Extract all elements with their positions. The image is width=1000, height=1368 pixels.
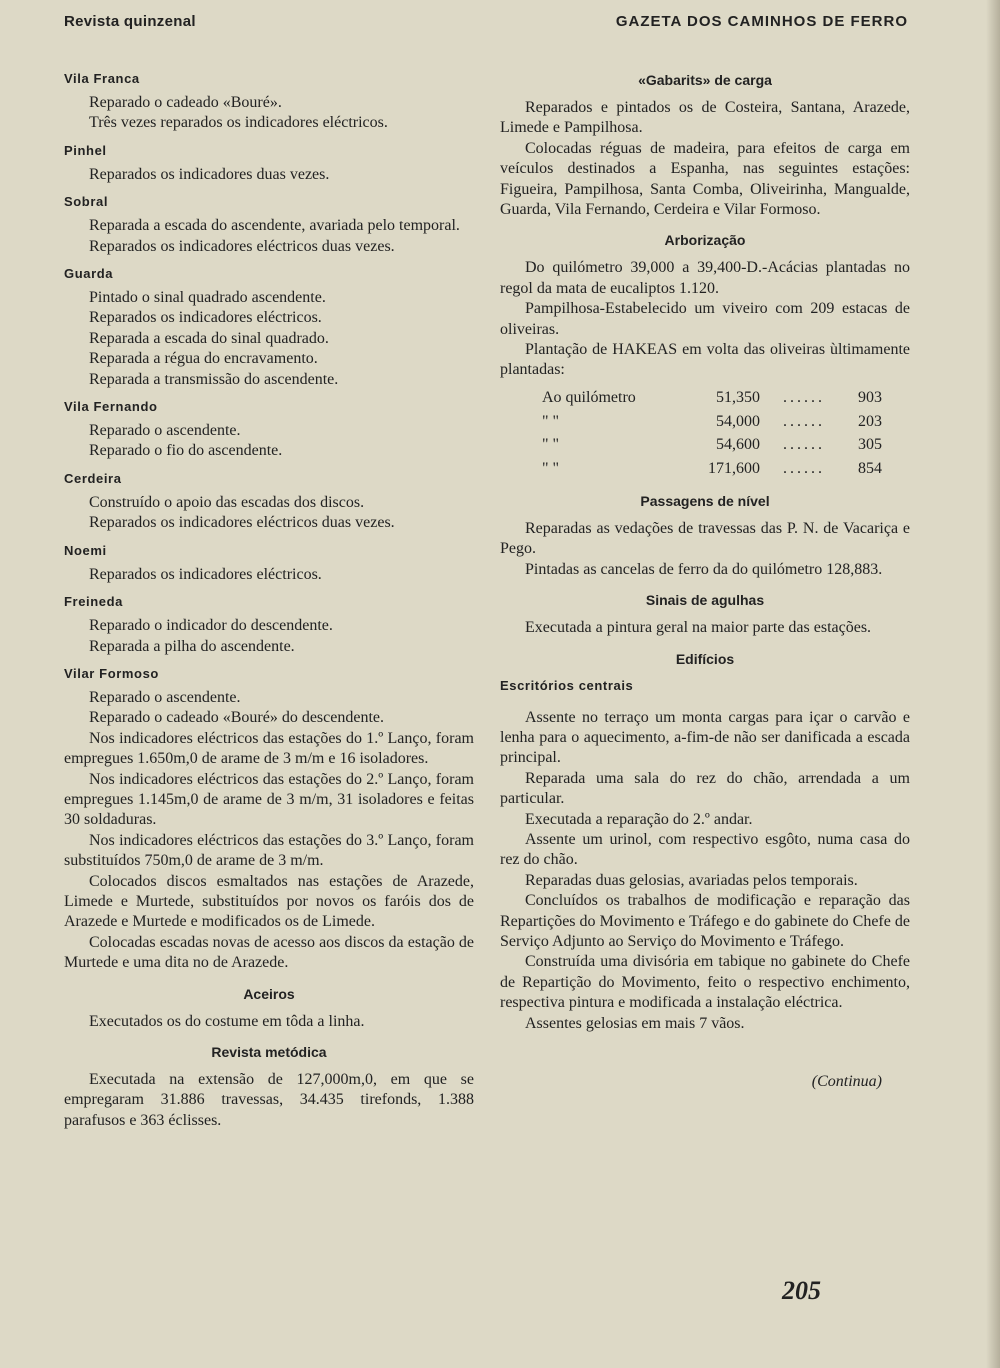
- paragraph: Colocadas réguas de madeira, para efeitos de carga em veículos destinados a Espanha, nas seguintes estações: Figueira, Pampilhosa, Santa Comba, Oliveirinha, Mangualde, Guarda, Vila Fernando, Cerdeira e Vilar Formoso.: [500, 139, 910, 219]
- table-row: [500, 434, 910, 458]
- table-km: 171,600: [708, 459, 760, 477]
- section-title: Freineda: [64, 594, 123, 610]
- section-title: Cerdeira: [64, 470, 122, 486]
- paragraph: Assente no terraço um monta cargas para içar o carvão e lenha para o aquecimento, a-fim-de não ser danificada a escada principal.: [500, 708, 910, 767]
- left-column: [64, 70, 474, 1131]
- table-value: 854: [858, 459, 882, 477]
- paragraph: Reparada a escada do ascendente, avariada pelo temporal.: [89, 217, 460, 235]
- paragraph: Reparado o cadeado «Bouré».: [89, 94, 282, 111]
- table-leader-dots: ......: [783, 436, 825, 454]
- subsection-title: Escritórios centrais: [500, 677, 634, 693]
- section-heading-sinais: Sinais de agulhas: [645, 592, 765, 609]
- paragraph: Construído o apoio das escadas dos discos.: [89, 493, 365, 511]
- table-leader-dots: ......: [783, 412, 825, 430]
- section-title: Vila Franca: [64, 71, 140, 86]
- paragraph: Executada a reparação do 2.º andar.: [525, 810, 753, 828]
- table-value: 203: [858, 412, 882, 430]
- section-heading-gabarits: «Gabarits» de carga: [638, 72, 772, 88]
- paragraph: Reparadas duas gelosias, avariadas pelos temporais.: [525, 871, 858, 889]
- paragraph: Colocados discos esmaltados nas estações de Arazede, Limede e Murtede, substituídos por novos os faróis dos de Arazede e Murtede e modificados os de Limede.: [64, 872, 474, 931]
- section-title: Guarda: [64, 266, 114, 282]
- paragraph: Reparada a pilha do ascendente.: [89, 637, 295, 655]
- paragraph: Pintado o sinal quadrado ascendente.: [89, 289, 326, 307]
- section-heading-arborizacao: Arborização: [664, 232, 746, 249]
- page-number: 205: [782, 1276, 821, 1305]
- paragraph: Reparadas as vedações de travessas das P. N. de Vacariça e Pego.: [500, 519, 910, 558]
- table-label: Ao quilómetro: [542, 389, 636, 407]
- paragraph: Executados os do costume em tôda a linha.: [89, 1012, 365, 1030]
- table-row: [500, 387, 910, 411]
- paragraph: Nos indicadores eléctricos das estações do 1.º Lanço, foram empregues 1.650m,0 de arame de 3 m/m e 16 isoladores.: [64, 729, 474, 768]
- hakeas-table: [500, 387, 910, 481]
- paragraph: Reparados os indicadores eléctricos duas vezes.: [89, 514, 395, 532]
- table-value: 305: [858, 436, 882, 454]
- table-label: " ": [542, 412, 560, 430]
- section-title: Vilar Formoso: [64, 665, 159, 681]
- section-heading-passagens: Passagens de nível: [640, 492, 770, 509]
- paragraph: Nos indicadores eléctricos das estações do 2.º Lanço, foram empregues 1.145m,0 de arame de 3 m/m, 31 isoladores e feitas 30 soldaduras.: [64, 770, 474, 829]
- paragraph: Reparados os indicadores eléctricos.: [89, 309, 322, 327]
- table-km: 54,000: [716, 412, 760, 430]
- section-heading-edificios: Edifícios: [675, 650, 735, 667]
- paragraph: Assente um urinol, com respectivo esgôto, numa casa do rez do chão.: [500, 830, 910, 869]
- table-km: 54,600: [716, 436, 760, 454]
- paragraph: Do quilómetro 39,000 a 39,400-D.-Acácias plantadas no regol da mata de eucaliptos 1.120.: [500, 259, 910, 297]
- paragraph: Pampilhosa-Estabelecido um viveiro com 209 estacas de oliveiras.: [500, 300, 910, 338]
- paragraph: Construída uma divisória em tabique no gabinete do Chefe de Repartição do Movimento, feito o respectivo enchimento, respectiva pintura e modificada a instalação eléctrica.: [500, 953, 910, 1012]
- paragraph: Reparado o ascendente.: [89, 422, 241, 440]
- paragraph: Reparados e pintados os de Costeira, Santana, Arazede, Limede e Pampilhosa.: [500, 99, 910, 137]
- paragraph: Reparado o indicador do descendente.: [89, 617, 333, 635]
- paragraph: Colocadas escadas novas de acesso aos discos da estação de Murtede e uma dita no de Arazede.: [64, 933, 474, 972]
- table-row: [500, 457, 910, 481]
- paragraph: Reparado o ascendente.: [89, 688, 241, 706]
- paragraph: Reparada uma sala do rez do chão, arrendada a um particular.: [500, 769, 910, 808]
- continued-note: (Continua): [811, 1073, 882, 1090]
- table-km: 51,350: [716, 389, 760, 407]
- paragraph: Reparada a escada do sinal quadrado.: [89, 329, 329, 347]
- spacer: [500, 700, 910, 708]
- paragraph: Executada na extensão de 127,000m,0, em que se empregaram 31.886 travessas, 34.435 tirefonds, 1.388 parafusos e 363 éclisses.: [64, 1071, 474, 1129]
- table-value: 903: [858, 389, 882, 407]
- section-title: Vila Fernando: [64, 399, 158, 415]
- table-leader-dots: ......: [783, 459, 825, 477]
- paragraph: Reparado o cadeado «Bouré» do descendente.: [89, 709, 384, 727]
- section-title: Pinhel: [64, 142, 107, 158]
- section-title: Sobral: [64, 194, 109, 210]
- paragraph: Reparado o fio do ascendente.: [89, 442, 283, 460]
- paragraph: Reparados os indicadores eléctricos duas vezes.: [89, 237, 395, 255]
- table-leader-dots: ......: [783, 389, 825, 407]
- section-title: Noemi: [64, 542, 107, 558]
- paragraph: Reparados os indicadores duas vezes.: [89, 165, 330, 183]
- section-heading-aceiros: Aceiros: [243, 985, 295, 1002]
- table-row: [500, 410, 910, 434]
- paragraph: Reparada a transmissão do ascendente.: [89, 370, 339, 388]
- paragraph: Plantação de HAKEAS em volta das oliveiras ùltimamente plantadas:: [500, 341, 910, 379]
- paragraph: Assentes gelosias em mais 7 vãos.: [525, 1014, 745, 1032]
- running-header-left: Revista quinzenal: [64, 13, 196, 30]
- right-column: [500, 70, 910, 1092]
- paragraph: Reparada a régua do encravamento.: [89, 350, 318, 368]
- section-heading-revista-metodica: Revista metódica: [211, 1044, 327, 1060]
- paragraph: Nos indicadores eléctricos das estações do 3.º Lanço, foram substituídos 750m,0 de arame de 3 m/m.: [64, 831, 474, 870]
- paragraph: Pintadas as cancelas de ferro da do quilómetro 128,883.: [525, 560, 883, 578]
- paragraph: Três vezes reparados os indicadores eléctricos.: [89, 114, 388, 132]
- table-label: " ": [542, 459, 560, 477]
- table-label: " ": [542, 436, 560, 454]
- paragraph: Executada a pintura geral na maior parte das estações.: [525, 619, 872, 637]
- paragraph: Reparados os indicadores eléctricos.: [89, 565, 322, 583]
- running-header-right: GAZETA DOS CAMINHOS DE FERRO: [615, 13, 908, 30]
- paragraph: Concluídos os trabalhos de modificação e reparação das Repartições do Movimento e Tráfego e do gabinete do Chefe de Serviço Adjunto ao Serviço do Movimento e Tráfego.: [500, 892, 910, 950]
